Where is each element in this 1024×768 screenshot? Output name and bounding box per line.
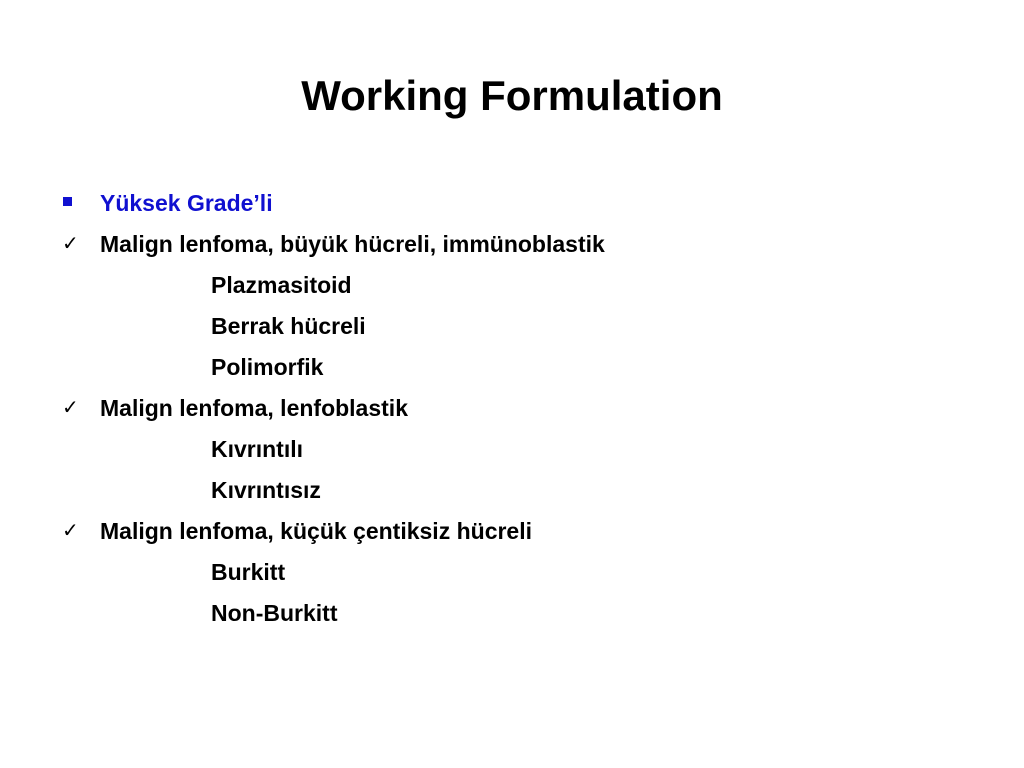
checkmark-icon: ✓	[62, 397, 79, 419]
subitem: Burkitt	[211, 559, 286, 585]
subitem: Plazmasitoid	[211, 272, 352, 298]
header-bullet-text: Yüksek Grade’li	[100, 190, 273, 216]
subitem: Kıvrıntılı	[211, 436, 304, 462]
group-heading: Malign lenfoma, lenfoblastik	[100, 395, 408, 421]
square-bullet-icon	[63, 197, 72, 206]
subitem: Kıvrıntısız	[211, 477, 321, 503]
checkmark-icon: ✓	[62, 233, 79, 255]
group-heading: Malign lenfoma, küçük çentiksiz hücreli	[100, 518, 533, 544]
subitem: Polimorfik	[211, 354, 324, 380]
slide-title: Working Formulation	[301, 72, 723, 119]
subitem: Non-Burkitt	[211, 600, 338, 626]
checkmark-icon: ✓	[62, 520, 79, 542]
subitem: Berrak hücreli	[211, 313, 366, 339]
group-heading: Malign lenfoma, büyük hücreli, immünoblastik	[100, 231, 605, 257]
